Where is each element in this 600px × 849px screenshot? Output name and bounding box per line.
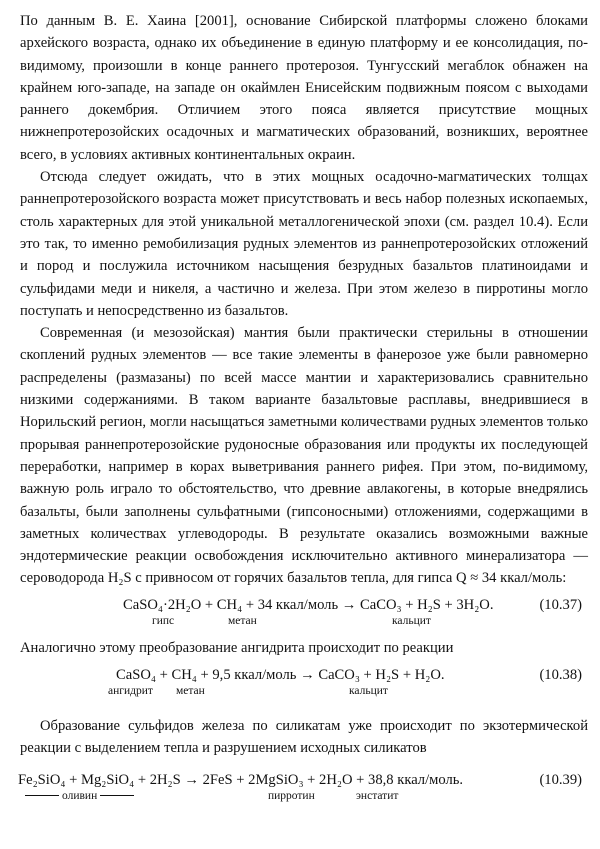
equation-expression: CaSO₄·2H₂O + CH₄ + 34 ккал/моль → CaCO₃ + H₂S + 3H₂O. — [123, 596, 494, 613]
paragraph: По данным В. Е. Хаина [2001], основание Сибирской платформы сложено блоками архейского возраста, однако их объединение в единую платформу и ее консолидация, по-видимому, произошли в конце раннего протерозоя. Тунгусский мегаблок обнажен на крайнем юго-западе, на западе он окаймлен Енисейским подвижным поясом с выходами раннего докембрия. Отличием этого пояса является присутствие мощных нижнепротерозойских осадочных и магматических образований, возникших, вероятнее всего, в условиях активных континентальных окраин. — [20, 13, 588, 163]
equation-label: кальцит — [392, 614, 431, 627]
paragraph: Отсюда следует ожидать, что в этих мощных осадочно-магматических толщах раннепротерозойского возраста может присутствовать и весь набор полезных ископаемых, столь характерных для этой уникальной металлогенической эпохи (см. раздел 10.4). Если это так, то именно ремобилизация рудных элементов из раннепротерозойских отложений и пород и послужила источником насыщения безрудных базальтов платиноидами и сульфидами меди и никеля, а частично и железа. При этом железо в пирротины могло поступать и непосредственно из базальтов. — [20, 169, 588, 319]
equation-10-39 — [20, 770, 588, 810]
equation-label: энстатит — [356, 789, 399, 802]
equation-label: ангидрит — [108, 685, 153, 698]
equation-label: оливин — [62, 789, 98, 802]
equation-label: гипс — [152, 614, 175, 627]
equation-label: кальцит — [349, 685, 388, 698]
equation-number: (10.38) — [539, 667, 582, 684]
equation-number: (10.37) — [539, 596, 582, 613]
equation-label: метан — [228, 614, 257, 627]
paragraph: Современная (и мезозойская) мантия были практически стерильны в отношении скоплений рудных элементов — все такие элементы в фанерозое уже были равномерно распределены (размазаны) по всей массе мантии и характеризовались сравнительно низкими содержаниями. В таком варианте базальтовые расплавы, внедрившиеся в Норильский регион, могли насыщаться заметными количествами рудных элементов только прорывая раннепротерозойские рудоносные образования или продукты их последующей переработки, например в корах выветривания раннего рифея. При этом, по-видимому, важную роль играло то обстоятельство, что древние авлакогены, в которые внедрялись базальты, были заполнены сульфатными (гипсоносными) отложениями, содержащими в заметных количествах углеводороды. В результате оказались возможными важные эндотермические реакции освобождения исключительно активного минерализатора — сероводорода H₂S с привносом от горячих базальтов тепла, для гипса Q ≈ 34 ккал/моль: — [20, 325, 588, 587]
equation-number: (10.39) — [539, 771, 582, 788]
page — [20, 10, 588, 810]
equation-label-group — [22, 789, 137, 803]
equation-label: метан — [176, 685, 205, 698]
paragraph: Образование сульфидов железа по силикатам уже происходит по экзотермической реакции с выделением тепла и разрушением исходных силикатов — [20, 718, 588, 757]
equation-label: пирротин — [268, 789, 315, 802]
bracket-line — [25, 795, 59, 796]
equation-expression: Fe₂SiO₄ + Mg₂SiO₄ + 2H₂S → 2FeS + 2MgSiO₃ + 2H₂O + 38,8 ккал/моль. — [18, 771, 464, 788]
equation-10-38 — [20, 665, 588, 705]
paragraph: Аналогично этому преобразование ангидрита происходит по реакции — [20, 639, 454, 656]
equation-expression: CaSO₄ + CH₄ + 9,5 ккал/моль → CaCO₃ + H₂S + H₂O. — [116, 667, 445, 684]
bracket-line — [100, 795, 134, 796]
equation-10-37 — [20, 595, 588, 635]
